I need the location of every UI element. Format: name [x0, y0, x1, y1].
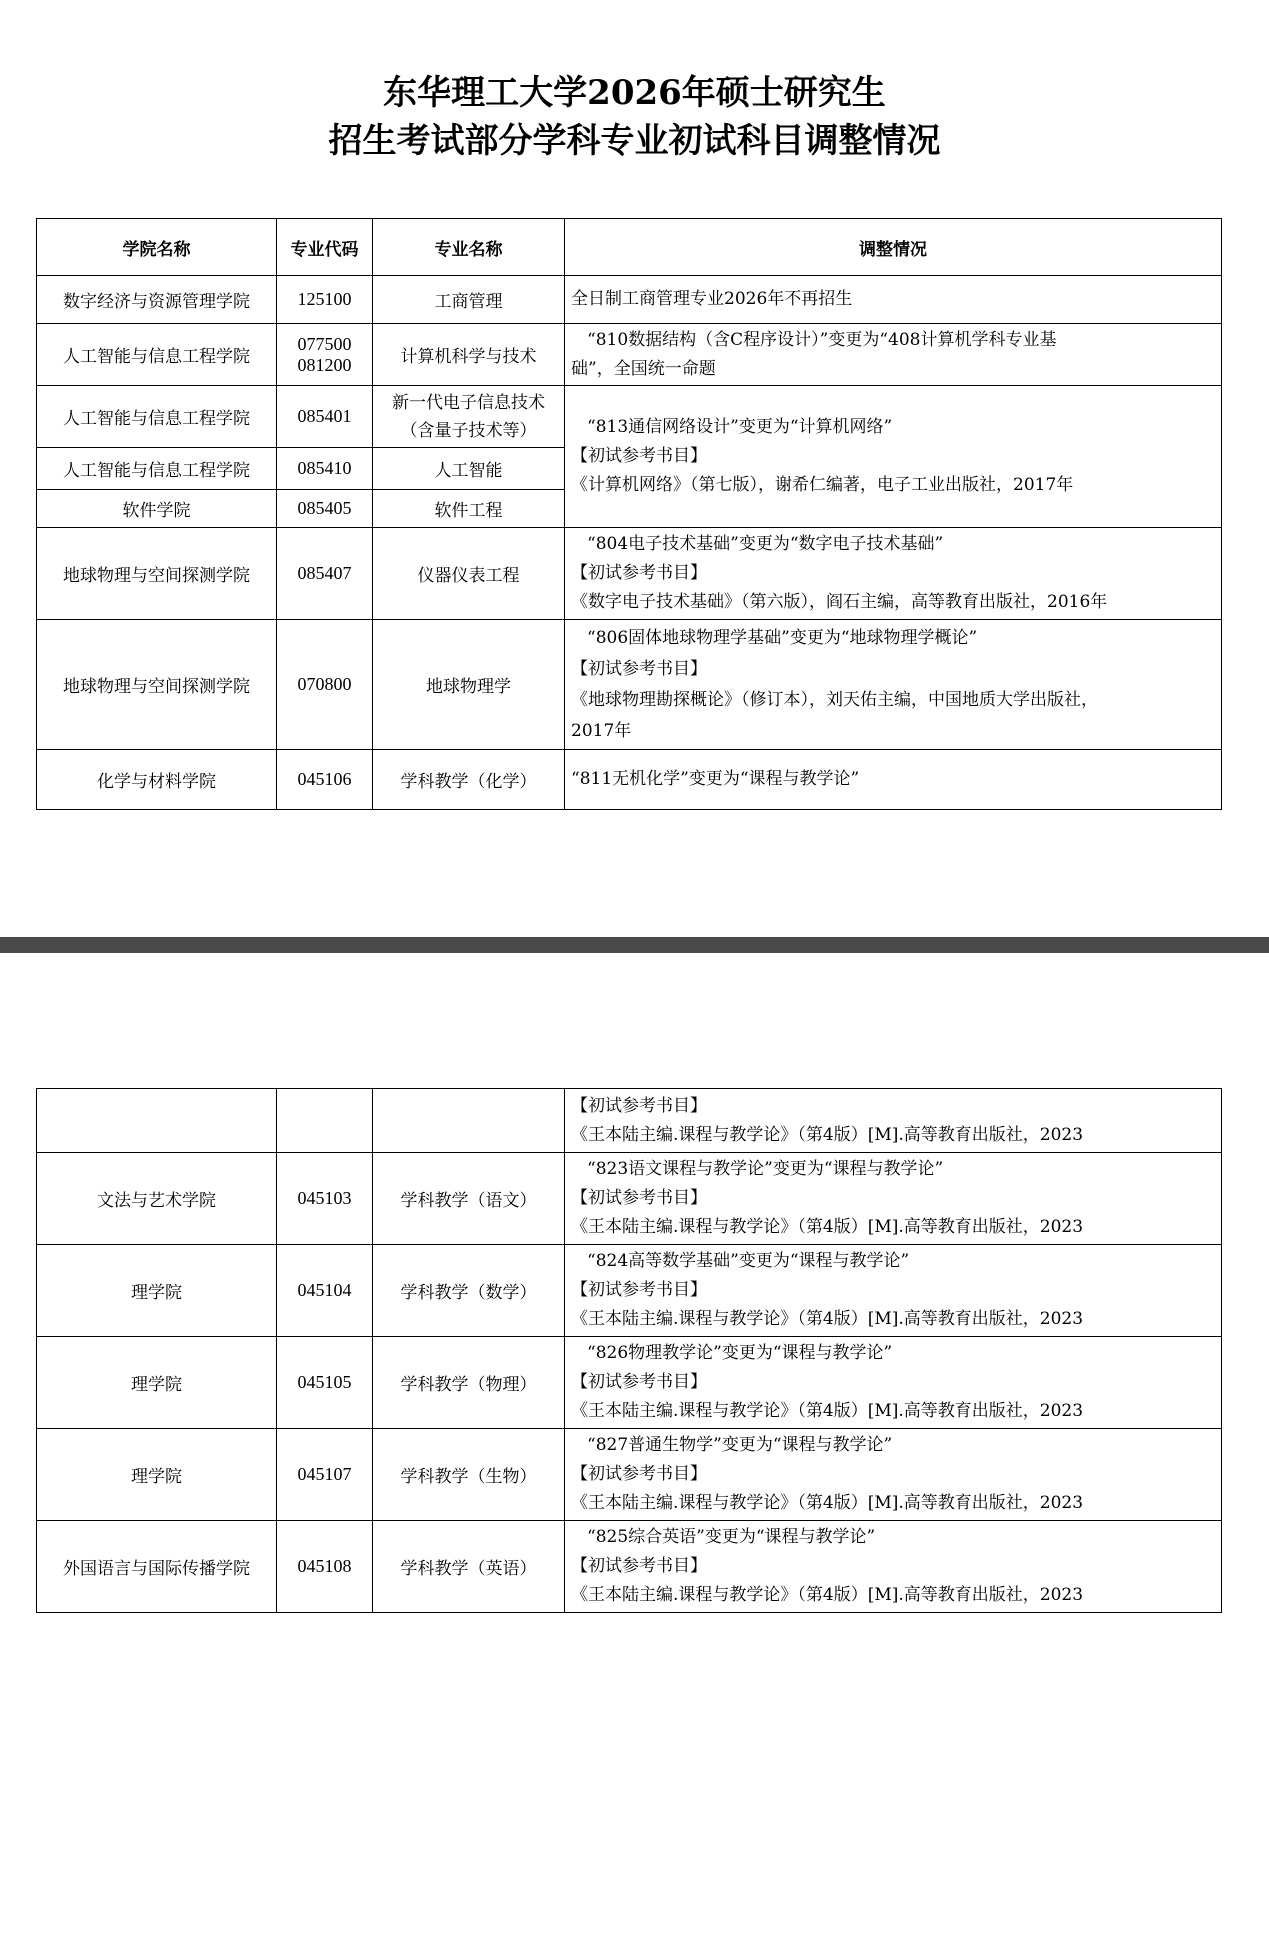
code-cell: [277, 1089, 373, 1153]
college-cell: 人工智能与信息工程学院: [37, 386, 277, 448]
adjustment-line: 《地球物理勘探概论》（修订本），刘天佑主编，中国地质大学出版社，: [571, 689, 1098, 710]
code-cell: 045103: [277, 1153, 373, 1245]
adjustment-line: “824高等数学基础”变更为“课程与教学论”: [587, 1251, 910, 1271]
code-line: 077500: [297, 333, 352, 354]
college-cell: [37, 1089, 277, 1153]
college-cell: 理学院: [37, 1429, 277, 1521]
code-cell: 085401: [277, 386, 373, 448]
major-cell: 地球物理学: [373, 620, 565, 750]
major-cell: 学科教学（化学）: [373, 750, 565, 810]
header-major: 专业名称: [373, 219, 565, 276]
table-row: [37, 1245, 1222, 1337]
table-row: [37, 276, 1222, 324]
adjustment-line: “825综合英语”变更为“课程与教学论”: [587, 1527, 876, 1547]
college-cell: 人工智能与信息工程学院: [37, 448, 277, 490]
code-cell: [277, 324, 373, 386]
adjustment-line: 《数字电子技术基础》（第六版），阎石主编，高等教育出版社，2016年: [571, 592, 1108, 612]
adjustment-line: 【初试参考书目】: [571, 658, 707, 679]
table-row: [37, 324, 1222, 386]
adjustment-cell: [565, 528, 1222, 620]
adjustment-line: 2017年: [571, 720, 632, 741]
major-cell: 学科教学（物理）: [373, 1337, 565, 1429]
college-cell: 化学与材料学院: [37, 750, 277, 810]
table-row: [37, 1521, 1222, 1613]
code-cell: 045108: [277, 1521, 373, 1613]
code-cell: 125100: [277, 276, 373, 324]
adjustment-cell-merged: [565, 386, 1222, 528]
header-college: 学院名称: [37, 219, 277, 276]
document-title-line1: 东华理工大学2026年硕士研究生: [383, 73, 886, 113]
table-row: [37, 1089, 1222, 1153]
major-cell: [373, 1089, 565, 1153]
adjustment-cell: [565, 1153, 1222, 1245]
adjustment-line: 《王本陆主编.课程与教学论》（第4版）[M].高等教育出版社，2023: [571, 1217, 1084, 1237]
adjustment-cell: [565, 324, 1222, 386]
adjustment-cell: “811无机化学”变更为“课程与教学论”: [565, 750, 1222, 810]
college-cell: 人工智能与信息工程学院: [37, 324, 277, 386]
adjustment-line: 【初试参考书目】: [571, 1556, 707, 1576]
adjustment-cell: [565, 1429, 1222, 1521]
table-row: [37, 1429, 1222, 1521]
document-title-line2: 招生考试部分学科专业初试科目调整情况: [328, 121, 941, 161]
code-cell: 045106: [277, 750, 373, 810]
major-line: （含量子技术等）: [400, 420, 537, 441]
adjustment-cell: [565, 620, 1222, 750]
adjustment-line: “813通信网络设计”变更为“计算机网络”: [587, 417, 893, 437]
adjustment-line: “804电子技术基础”变更为“数字电子技术基础”: [587, 534, 944, 554]
major-cell: 学科教学（语文）: [373, 1153, 565, 1245]
adjustment-cell: 全日制工商管理专业2026年不再招生: [565, 276, 1222, 324]
adjustment-line: 《王本陆主编.课程与教学论》（第4版）[M].高等教育出版社，2023: [571, 1585, 1084, 1605]
adjustment-line: “826物理教学论”变更为“课程与教学论”: [587, 1343, 893, 1363]
code-cell: 085405: [277, 490, 373, 528]
adjustment-line: “810数据结构（含C程序设计）”变更为“408计算机学科专业基: [587, 329, 1057, 350]
major-cell: 学科教学（数学）: [373, 1245, 565, 1337]
college-cell: 理学院: [37, 1337, 277, 1429]
table-row: [37, 528, 1222, 620]
adjustment-line: 《王本陆主编.课程与教学论》（第4版）[M].高等教育出版社，2023: [571, 1124, 1084, 1145]
adjustment-table-page1: [36, 218, 1222, 810]
adjustment-cell: [565, 1245, 1222, 1337]
adjustment-cell: [565, 1089, 1222, 1153]
code-cell: 085410: [277, 448, 373, 490]
major-cell: 学科教学（英语）: [373, 1521, 565, 1613]
code-cell: 045104: [277, 1245, 373, 1337]
adjustment-line: 【初试参考书目】: [571, 1372, 707, 1392]
table-header-row: [37, 219, 1222, 276]
code-cell: 045105: [277, 1337, 373, 1429]
table-row: [37, 750, 1222, 810]
college-cell: 数字经济与资源管理学院: [37, 276, 277, 324]
adjustment-line: 《计算机网络》（第七版），谢希仁编著，电子工业出版社，2017年: [571, 475, 1074, 495]
adjustment-table-page2: [36, 1088, 1222, 1613]
college-cell: 地球物理与空间探测学院: [37, 528, 277, 620]
code-cell: 070800: [277, 620, 373, 750]
adjustment-line: 础”，全国统一命题: [571, 358, 716, 379]
major-line: 新一代电子信息技术: [392, 392, 545, 413]
major-cell: [373, 386, 565, 448]
adjustment-line: 【初试参考书目】: [571, 1464, 707, 1484]
college-cell: 软件学院: [37, 490, 277, 528]
table-row: [37, 620, 1222, 750]
college-cell: 外国语言与国际传播学院: [37, 1521, 277, 1613]
adjustment-line: 【初试参考书目】: [571, 1188, 707, 1208]
college-cell: 地球物理与空间探测学院: [37, 620, 277, 750]
major-cell: 学科教学（生物）: [373, 1429, 565, 1521]
table-row: [37, 1153, 1222, 1245]
adjustment-line: 【初试参考书目】: [571, 563, 707, 583]
adjustment-line: 《王本陆主编.课程与教学论》（第4版）[M].高等教育出版社，2023: [571, 1309, 1084, 1329]
adjustment-line: 【初试参考书目】: [571, 1280, 707, 1300]
code-cell: 045107: [277, 1429, 373, 1521]
code-line: 081200: [297, 354, 352, 375]
college-cell: 文法与艺术学院: [37, 1153, 277, 1245]
page-separator: [0, 937, 1269, 953]
adjustment-line: “806固体地球物理学基础”变更为“地球物理学概论”: [587, 627, 978, 648]
header-adjustment: 调整情况: [565, 219, 1222, 276]
adjustment-line: 【初试参考书目】: [571, 1095, 707, 1116]
adjustment-line: “827普通生物学”变更为“课程与教学论”: [587, 1435, 893, 1455]
adjustment-cell: [565, 1337, 1222, 1429]
table-row: [37, 1337, 1222, 1429]
major-cell: 工商管理: [373, 276, 565, 324]
adjustment-cell: [565, 1521, 1222, 1613]
code-cell: 085407: [277, 528, 373, 620]
major-cell: 人工智能: [373, 448, 565, 490]
table-row: [37, 386, 1222, 448]
header-code: 专业代码: [277, 219, 373, 276]
major-cell: 仪器仪表工程: [373, 528, 565, 620]
college-cell: 理学院: [37, 1245, 277, 1337]
adjustment-line: 《王本陆主编.课程与教学论》（第4版）[M].高等教育出版社，2023: [571, 1401, 1084, 1421]
major-cell: 计算机科学与技术: [373, 324, 565, 386]
major-cell: 软件工程: [373, 490, 565, 528]
adjustment-line: 【初试参考书目】: [571, 446, 707, 466]
adjustment-line: “823语文课程与教学论”变更为“课程与教学论”: [587, 1159, 944, 1179]
adjustment-line: 《王本陆主编.课程与教学论》（第4版）[M].高等教育出版社，2023: [571, 1493, 1084, 1513]
